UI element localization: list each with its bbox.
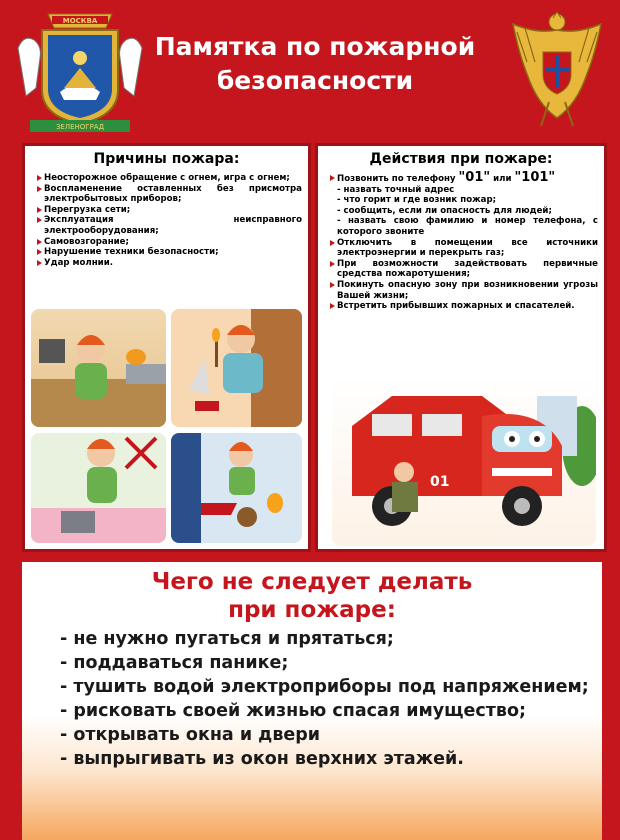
poster-header xyxy=(0,0,620,140)
list-item: Эксплуатация неисправного электрооборудования; xyxy=(37,215,302,236)
call-details: - назвать точный адрес - что горит и где возник пожар; - сообщить, если ли опасность для людей; - назвать свою фамилию и номер телефона, с которого звоните xyxy=(337,184,598,237)
donts-list xyxy=(60,628,600,772)
list-item: - поддаваться панике; xyxy=(60,653,289,673)
list-item: Неосторожное обращение с огнем, игра с огнем; xyxy=(37,173,302,184)
truck-number-label: 01 xyxy=(430,474,450,490)
causes-panel xyxy=(22,143,311,552)
list-item: Покинуть опасную зону при возникновении угрозы Вашей жизни; xyxy=(330,280,598,301)
list-item: Воспламенение оставленных без присмотра электробытовых приборов; xyxy=(37,184,302,205)
boy-with-iron-illustration xyxy=(171,433,302,543)
list-item: Перегрузка сети; xyxy=(37,205,302,216)
list-item xyxy=(330,170,598,238)
donts-title-line2: при пожаре: xyxy=(228,597,396,623)
list-item: - не нужно пугаться и прятаться; xyxy=(60,629,394,649)
list-item: Удар молнии. xyxy=(37,258,302,269)
list-item: - выпрыгивать из окон верхних этажей. xyxy=(60,749,464,769)
emblem-ribbon-label: ЗЕЛЕНОГРАД xyxy=(55,123,105,131)
boy-at-stove-illustration xyxy=(31,309,166,427)
actions-title: Действия при пожаре: xyxy=(369,151,553,167)
phone-number-101: "101" xyxy=(514,170,556,185)
call-or: или xyxy=(490,174,515,184)
page-title: Памятка по пожарной безопасности xyxy=(154,32,476,95)
call-prefix: Позвонить по телефону xyxy=(337,174,459,184)
causes-list xyxy=(25,173,308,268)
list-item: - открывать окна и двери xyxy=(60,725,321,745)
emblem-crown-label: МОСКВА xyxy=(62,17,98,25)
list-item: При возможности задействовать первичные средства пожаротушения; xyxy=(330,259,598,280)
donts-title-line1: Чего не следует делать xyxy=(151,569,473,595)
list-item: Нарушение техники безопасности; xyxy=(37,247,302,258)
actions-panel xyxy=(315,143,607,552)
list-item: Встретить прибывших пожарных и спасателей. xyxy=(330,301,598,312)
list-item: Самовозгорание; xyxy=(37,237,302,248)
boy-with-socket-illustration xyxy=(31,433,166,543)
mchs-emblem-icon xyxy=(505,10,610,135)
phone-number-01: "01" xyxy=(458,170,491,185)
fire-truck-illustration xyxy=(332,376,596,546)
donts-section xyxy=(22,562,602,840)
zelenograd-coat-of-arms-icon xyxy=(10,8,150,136)
boy-with-matches-illustration xyxy=(171,309,302,427)
list-item: - рисковать своей жизнью спасая имущество; xyxy=(60,701,526,721)
actions-list xyxy=(318,170,604,312)
donts-title xyxy=(22,568,602,624)
list-item: Отключить в помещении все источники электроэнергии и перекрыть газ; xyxy=(330,238,598,259)
causes-title: Причины пожара: xyxy=(93,151,240,167)
list-item: - тушить водой электроприборы под напряжением; xyxy=(60,677,589,697)
